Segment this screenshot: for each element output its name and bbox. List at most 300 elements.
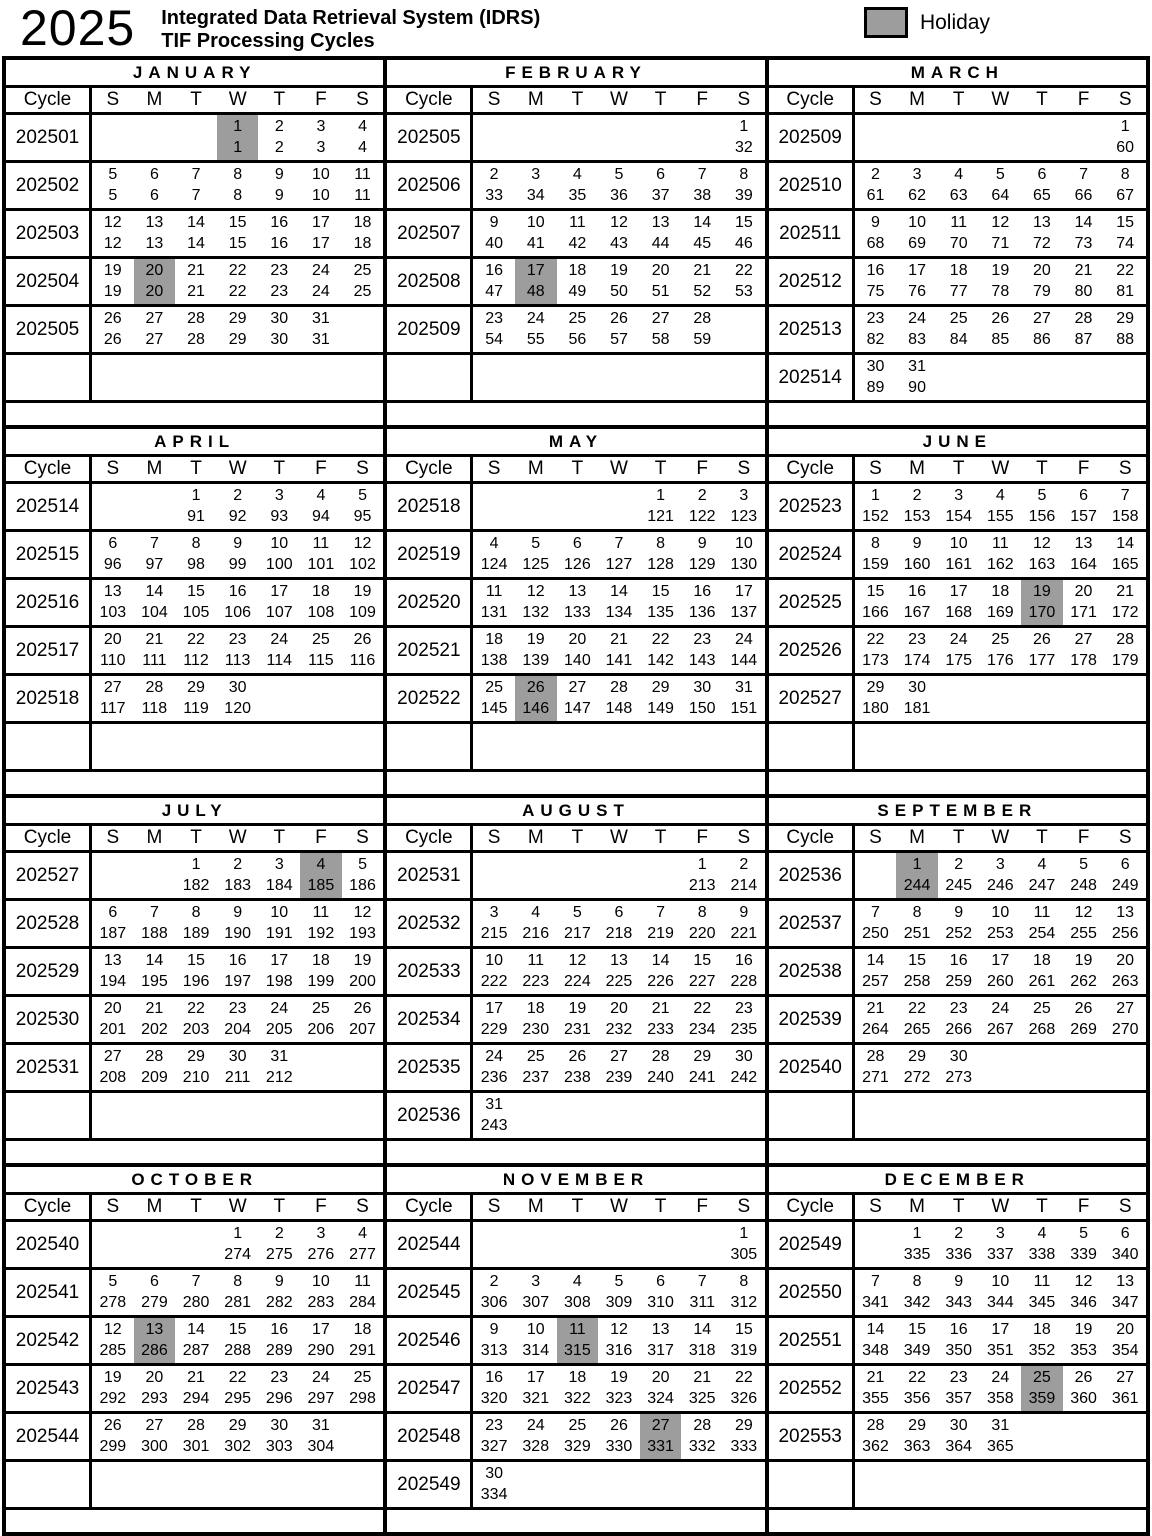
day-of-month: 10 xyxy=(526,1321,545,1338)
day-of-month: 29 xyxy=(228,1417,247,1434)
day-of-year: 94 xyxy=(311,508,330,525)
day-of-month: 25 xyxy=(949,310,968,327)
day-cell xyxy=(681,1366,723,1414)
day-of-month: 7 xyxy=(191,166,201,183)
cycle-label: 202506 xyxy=(387,163,473,211)
day-of-month: 12 xyxy=(568,952,587,969)
day-cell xyxy=(1104,1318,1146,1366)
day-of-year: 106 xyxy=(224,604,251,621)
day-of-month: 15 xyxy=(228,214,247,231)
day-of-month: 15 xyxy=(734,214,753,231)
day-cell xyxy=(300,628,342,676)
day-of-month: 12 xyxy=(1074,904,1093,921)
day-of-year: 306 xyxy=(480,1294,508,1311)
day-cell xyxy=(217,1045,259,1093)
day-cell xyxy=(515,997,557,1045)
cycle-label: 202523 xyxy=(769,484,855,532)
day-cell xyxy=(175,853,217,901)
day-cell xyxy=(681,1318,723,1366)
day-cell xyxy=(300,1270,342,1318)
day-of-year: 70 xyxy=(949,235,968,252)
day-of-year: 144 xyxy=(730,652,758,669)
day-cell xyxy=(723,163,765,211)
day-of-year: 78 xyxy=(991,283,1010,300)
day-cell xyxy=(217,1093,259,1141)
day-of-month: 22 xyxy=(1116,262,1135,279)
day-of-month: 10 xyxy=(734,535,753,552)
day-of-month: 5 xyxy=(995,166,1005,183)
day-cell xyxy=(134,628,176,676)
day-of-year: 73 xyxy=(1074,235,1093,252)
cycle-label: 202550 xyxy=(769,1270,855,1318)
day-of-month: 1 xyxy=(871,487,880,504)
column-header-day: S xyxy=(723,826,765,853)
day-cell xyxy=(1063,580,1105,628)
day-of-month: 8 xyxy=(912,1273,922,1290)
day-cell xyxy=(1063,355,1105,403)
day-cell xyxy=(92,115,134,163)
day-cell xyxy=(681,724,723,772)
day-of-year: 172 xyxy=(1111,604,1139,621)
day-cell xyxy=(557,1270,599,1318)
day-of-month: 7 xyxy=(191,1273,201,1290)
day-cell xyxy=(1063,724,1105,772)
day-cell xyxy=(92,307,134,355)
day-cell xyxy=(217,1222,259,1270)
column-header-day: T xyxy=(557,88,599,115)
day-of-year: 179 xyxy=(1111,652,1139,669)
day-cell xyxy=(723,1414,765,1462)
cycle-label: 202501 xyxy=(6,115,92,163)
day-of-month: 30 xyxy=(949,1417,968,1434)
day-cell xyxy=(980,724,1022,772)
day-of-month: 1 xyxy=(233,118,243,135)
day-cell xyxy=(134,1045,176,1093)
day-of-month: 6 xyxy=(614,904,624,921)
day-of-month: 8 xyxy=(656,535,666,552)
day-cell xyxy=(681,1222,723,1270)
month-footer-strip xyxy=(387,772,764,794)
column-header-day: S xyxy=(473,826,515,853)
day-of-month: 18 xyxy=(311,583,330,600)
day-cell xyxy=(598,532,640,580)
day-cell xyxy=(217,997,259,1045)
day-of-month: 3 xyxy=(316,1225,326,1242)
day-of-month: 26 xyxy=(1074,1000,1093,1017)
cycle-label: 202537 xyxy=(769,901,855,949)
day-of-month: 14 xyxy=(145,583,164,600)
day-of-month: 20 xyxy=(610,1000,628,1017)
day-of-year: 4 xyxy=(358,139,367,156)
day-of-month: 30 xyxy=(270,310,289,327)
day-of-year: 135 xyxy=(647,604,674,621)
column-header-day: M xyxy=(896,826,938,853)
day-cell xyxy=(258,1414,300,1462)
day-cell xyxy=(217,355,259,403)
day-cell xyxy=(640,307,682,355)
day-cell xyxy=(855,1366,897,1414)
day-of-year: 32 xyxy=(734,139,753,156)
day-of-year: 170 xyxy=(1028,604,1056,621)
column-header-cycle: Cycle xyxy=(6,88,92,115)
day-of-month: 29 xyxy=(908,1048,926,1065)
day-cell xyxy=(515,1414,557,1462)
day-of-year: 298 xyxy=(349,1390,376,1407)
day-of-month: 17 xyxy=(734,583,753,600)
day-of-month: 8 xyxy=(191,535,201,552)
day-of-year: 49 xyxy=(568,283,587,300)
cycle-label xyxy=(6,1462,92,1510)
day-cell xyxy=(1104,1045,1146,1093)
cycle-label: 202545 xyxy=(387,1270,473,1318)
day-cell xyxy=(258,1093,300,1141)
day-of-month: 28 xyxy=(145,1048,164,1065)
day-of-year: 320 xyxy=(480,1390,508,1407)
day-cell xyxy=(217,484,259,532)
day-of-month: 28 xyxy=(693,310,712,327)
day-of-year: 360 xyxy=(1070,1390,1097,1407)
day-of-month: 24 xyxy=(311,1369,330,1386)
day-cell xyxy=(342,853,384,901)
day-of-year: 141 xyxy=(605,652,633,669)
cycle-label: 202522 xyxy=(387,676,473,724)
day-of-year: 85 xyxy=(991,331,1010,348)
month-title: APRIL xyxy=(6,429,383,457)
column-header-day: M xyxy=(134,88,176,115)
day-of-year: 225 xyxy=(605,973,633,990)
day-cell xyxy=(300,115,342,163)
column-header-day: S xyxy=(1104,88,1146,115)
day-cell xyxy=(1063,949,1105,997)
day-of-month: 15 xyxy=(693,952,712,969)
day-of-year: 243 xyxy=(480,1117,508,1134)
day-of-month: 2 xyxy=(233,856,243,873)
day-cell-holiday xyxy=(896,853,938,901)
column-header-day: W xyxy=(598,88,640,115)
day-of-year: 335 xyxy=(903,1246,931,1263)
day-of-year: 10 xyxy=(311,187,330,204)
day-of-month: 13 xyxy=(568,583,587,600)
day-cell xyxy=(1104,580,1146,628)
cycle-label: 202546 xyxy=(387,1318,473,1366)
day-of-month: 13 xyxy=(1033,214,1051,231)
day-of-month: 10 xyxy=(311,1273,330,1290)
cycle-label xyxy=(769,724,855,772)
day-cell xyxy=(175,901,217,949)
month-april xyxy=(6,429,383,794)
month-table xyxy=(387,1195,764,1532)
day-cell xyxy=(300,211,342,259)
day-of-year: 26 xyxy=(103,331,122,348)
day-cell xyxy=(598,997,640,1045)
day-of-year: 322 xyxy=(564,1390,591,1407)
day-of-month: 12 xyxy=(610,214,628,231)
column-header-cycle: Cycle xyxy=(769,826,855,853)
day-cell xyxy=(342,211,384,259)
day-cell xyxy=(896,1462,938,1510)
day-of-month: 11 xyxy=(569,1321,586,1338)
day-cell xyxy=(681,676,723,724)
column-header-day: T xyxy=(1021,88,1063,115)
column-header-cycle: Cycle xyxy=(387,1195,473,1222)
day-cell xyxy=(723,1462,765,1510)
cycle-label: 202549 xyxy=(769,1222,855,1270)
day-of-year: 238 xyxy=(564,1069,591,1086)
day-of-month: 2 xyxy=(739,856,749,873)
day-of-month: 9 xyxy=(274,166,284,183)
day-of-year: 120 xyxy=(224,700,251,717)
day-cell xyxy=(896,163,938,211)
day-of-year: 227 xyxy=(688,973,716,990)
day-cell xyxy=(1104,676,1146,724)
day-cell xyxy=(640,1318,682,1366)
day-of-year: 239 xyxy=(605,1069,633,1086)
day-cell xyxy=(92,628,134,676)
column-header-day: M xyxy=(896,88,938,115)
day-of-year: 185 xyxy=(307,877,335,894)
day-of-month: 31 xyxy=(311,1417,330,1434)
column-header-day: F xyxy=(300,457,342,484)
day-of-year: 155 xyxy=(986,508,1014,525)
day-of-month: 20 xyxy=(1033,262,1051,279)
day-of-month: 23 xyxy=(693,631,712,648)
column-header-day: T xyxy=(1021,826,1063,853)
day-cell xyxy=(217,580,259,628)
day-of-month: 5 xyxy=(614,1273,624,1290)
day-of-year: 123 xyxy=(730,508,758,525)
day-cell xyxy=(938,355,980,403)
day-of-year: 184 xyxy=(265,877,293,894)
day-of-year: 233 xyxy=(647,1021,674,1038)
cycle-label: 202520 xyxy=(387,580,473,628)
day-of-year: 139 xyxy=(522,652,550,669)
column-header-day: T xyxy=(175,88,217,115)
day-cell xyxy=(681,307,723,355)
column-header-day: S xyxy=(1104,457,1146,484)
cycle-label: 202540 xyxy=(6,1222,92,1270)
column-header-day: S xyxy=(92,457,134,484)
day-of-month: 4 xyxy=(489,535,499,552)
day-cell xyxy=(1063,163,1105,211)
cycle-label: 202536 xyxy=(769,853,855,901)
day-cell xyxy=(938,676,980,724)
cycle-label xyxy=(6,1093,92,1141)
day-of-year: 344 xyxy=(986,1294,1014,1311)
day-of-month: 25 xyxy=(353,262,372,279)
day-cell xyxy=(1021,307,1063,355)
day-of-year: 71 xyxy=(991,235,1010,252)
day-cell xyxy=(258,1366,300,1414)
day-of-month: 31 xyxy=(485,1096,504,1113)
day-of-month: 4 xyxy=(358,1225,367,1242)
month-may xyxy=(387,429,764,794)
day-of-year: 324 xyxy=(647,1390,674,1407)
day-cell xyxy=(980,115,1022,163)
day-of-month: 2 xyxy=(871,166,880,183)
cycle-label: 202551 xyxy=(769,1318,855,1366)
day-of-month: 1 xyxy=(191,856,201,873)
day-cell xyxy=(175,580,217,628)
day-cell xyxy=(92,1093,134,1141)
day-of-month: 2 xyxy=(697,487,707,504)
day-of-month: 12 xyxy=(991,214,1010,231)
day-of-month: 6 xyxy=(149,166,159,183)
day-of-month: 16 xyxy=(270,1321,289,1338)
day-of-month: 27 xyxy=(1033,310,1051,327)
day-cell xyxy=(681,997,723,1045)
day-of-month: 11 xyxy=(1033,1273,1051,1290)
day-of-year: 134 xyxy=(605,604,633,621)
day-cell xyxy=(342,949,384,997)
day-of-month: 4 xyxy=(1037,856,1047,873)
day-of-month: 9 xyxy=(274,1273,284,1290)
column-header-day: T xyxy=(640,88,682,115)
day-cell xyxy=(473,676,515,724)
day-cell xyxy=(515,532,557,580)
day-of-year: 122 xyxy=(688,508,716,525)
day-cell xyxy=(557,901,599,949)
day-of-month: 25 xyxy=(1033,1000,1051,1017)
day-of-year: 13 xyxy=(145,235,164,252)
day-cell-holiday xyxy=(300,853,342,901)
day-cell xyxy=(980,949,1022,997)
day-cell xyxy=(1021,1093,1063,1141)
day-of-year: 87 xyxy=(1074,331,1093,348)
month-footer-strip xyxy=(6,403,383,425)
day-of-month: 21 xyxy=(693,262,712,279)
day-of-year: 203 xyxy=(182,1021,210,1038)
day-of-month: 9 xyxy=(233,904,243,921)
day-of-year: 339 xyxy=(1070,1246,1097,1263)
day-cell xyxy=(896,901,938,949)
day-cell xyxy=(557,1462,599,1510)
column-header-day: S xyxy=(342,88,384,115)
column-header-day: T xyxy=(557,1195,599,1222)
day-of-year: 55 xyxy=(526,331,545,348)
day-of-month: 19 xyxy=(568,1000,587,1017)
day-of-month: 2 xyxy=(274,1225,284,1242)
day-of-year: 145 xyxy=(480,700,508,717)
day-of-month: 30 xyxy=(228,679,247,696)
day-of-month: 19 xyxy=(526,631,545,648)
day-of-year: 260 xyxy=(986,973,1014,990)
day-cell xyxy=(938,901,980,949)
day-cell xyxy=(175,1366,217,1414)
day-of-year: 282 xyxy=(265,1294,293,1311)
day-cell xyxy=(92,1270,134,1318)
column-header-day: M xyxy=(515,88,557,115)
day-cell xyxy=(300,307,342,355)
day-of-year: 317 xyxy=(647,1342,674,1359)
day-of-year: 159 xyxy=(862,556,889,573)
day-of-year: 338 xyxy=(1028,1246,1056,1263)
day-of-year: 142 xyxy=(647,652,674,669)
day-of-month: 14 xyxy=(1074,214,1093,231)
day-of-month: 3 xyxy=(274,487,284,504)
day-cell xyxy=(217,1414,259,1462)
day-of-month: 2 xyxy=(233,487,243,504)
day-of-month: 8 xyxy=(871,535,880,552)
day-of-year: 248 xyxy=(1070,877,1097,894)
day-cell xyxy=(855,853,897,901)
day-of-year: 68 xyxy=(866,235,885,252)
day-cell xyxy=(258,484,300,532)
day-cell xyxy=(938,1414,980,1462)
day-of-year: 358 xyxy=(986,1390,1014,1407)
day-of-month: 29 xyxy=(187,1048,205,1065)
day-cell xyxy=(598,676,640,724)
day-of-year: 278 xyxy=(99,1294,127,1311)
day-of-year: 328 xyxy=(522,1438,550,1455)
day-of-month: 17 xyxy=(526,262,545,279)
day-of-month: 26 xyxy=(1074,1369,1093,1386)
cycle-label: 202529 xyxy=(6,949,92,997)
day-cell xyxy=(980,1318,1022,1366)
day-cell xyxy=(342,580,384,628)
cycle-label: 202525 xyxy=(769,580,855,628)
day-of-month: 21 xyxy=(610,631,628,648)
day-of-month: 6 xyxy=(1120,856,1130,873)
day-cell xyxy=(980,211,1022,259)
day-of-month: 30 xyxy=(949,1048,968,1065)
day-of-year: 150 xyxy=(688,700,716,717)
day-of-month: 12 xyxy=(1033,535,1051,552)
column-header-day: S xyxy=(723,457,765,484)
day-of-month: 17 xyxy=(526,1369,545,1386)
day-of-month: 28 xyxy=(610,679,628,696)
day-of-month: 3 xyxy=(531,166,541,183)
day-of-month: 14 xyxy=(651,952,670,969)
day-of-month: 17 xyxy=(270,583,289,600)
day-cell xyxy=(473,724,515,772)
cycle-label: 202516 xyxy=(6,580,92,628)
day-of-year: 274 xyxy=(224,1246,251,1263)
day-of-year: 132 xyxy=(522,604,550,621)
day-of-year: 157 xyxy=(1070,508,1097,525)
day-of-year: 105 xyxy=(182,604,210,621)
day-of-year: 133 xyxy=(564,604,591,621)
day-cell xyxy=(342,1045,384,1093)
day-cell xyxy=(217,211,259,259)
cycle-label: 202503 xyxy=(6,211,92,259)
day-of-month: 19 xyxy=(610,1369,628,1386)
day-of-year: 347 xyxy=(1111,1294,1139,1311)
month-title: DECEMBER xyxy=(769,1167,1146,1195)
day-of-year: 305 xyxy=(730,1246,758,1263)
day-of-year: 163 xyxy=(1028,556,1056,573)
day-of-month: 12 xyxy=(103,214,122,231)
day-of-month: 9 xyxy=(489,214,499,231)
day-cell xyxy=(342,1270,384,1318)
column-header-day: T xyxy=(258,88,300,115)
day-of-year: 79 xyxy=(1033,283,1051,300)
day-of-month: 2 xyxy=(912,487,922,504)
day-of-year: 244 xyxy=(903,877,931,894)
day-cell xyxy=(134,676,176,724)
day-of-year: 40 xyxy=(485,235,504,252)
day-of-year: 22 xyxy=(228,283,247,300)
day-cell xyxy=(473,1045,515,1093)
day-cell xyxy=(640,163,682,211)
day-of-year: 35 xyxy=(568,187,587,204)
day-of-year: 19 xyxy=(103,283,122,300)
day-of-month: 15 xyxy=(866,583,885,600)
day-cell-holiday xyxy=(134,259,176,307)
day-of-year: 63 xyxy=(949,187,968,204)
day-of-month: 9 xyxy=(697,535,707,552)
day-of-month: 19 xyxy=(1074,952,1093,969)
column-header-day: M xyxy=(896,457,938,484)
